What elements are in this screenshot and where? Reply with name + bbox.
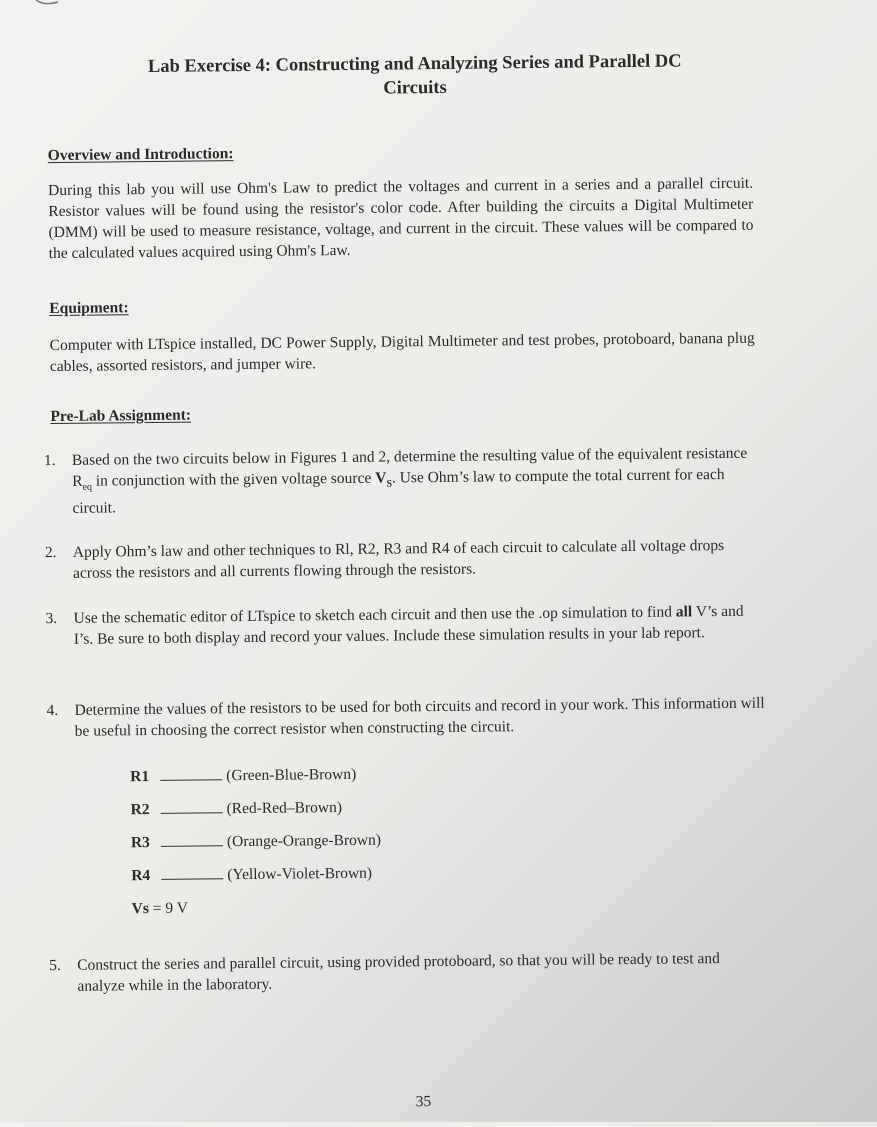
title-line-2: Circuits — [383, 77, 447, 99]
item-text — [73, 601, 765, 650]
resistor-color-code: (Orange-Orange-Brown) — [226, 831, 382, 851]
item-text: Determine the values of the resistors to be used for both circuits and record in your work. This information will be useful in choosing the correct resistor when constructing the circuit. — [74, 694, 765, 740]
vs-symbol: V — [375, 469, 387, 487]
prelab-item-3 — [45, 601, 765, 648]
vs-subscript: S — [386, 478, 393, 490]
item-text: Construct the series and parallel circuit, using provided protoboard, so that you will be ready to test and analyze while in the laboratory. — [77, 950, 720, 995]
resistor-row-r2 — [130, 797, 342, 820]
item-1-text-b: in conjunction with the given voltage source — [91, 469, 376, 490]
prelab-item-2 — [44, 535, 765, 582]
resistor-color-code: (Yellow-Violet-Brown) — [227, 864, 373, 884]
item-text: Apply Ohm’s law and other techniques to Rl, R2, R3 and R4 of each circuit to calculate all voltage drops across the resistors and all currents flowing through the resistors. — [72, 537, 725, 582]
item-3-bold-all: all — [675, 603, 693, 621]
item-number: 3. — [45, 609, 58, 628]
item-3-text-b: V’s and I’s. Be sure to both display and record your values. Include these simulation results in your lab report. — [73, 602, 744, 648]
item-1-text-a: Based on the two circuits below in Figures 1 and 2, determine the resulting value of the equivalent resistance R — [71, 444, 748, 490]
resistor-row-r3 — [131, 830, 381, 854]
resistor-color-code: (Green-Blue-Brown) — [226, 765, 357, 785]
source-voltage-value: = 9 V — [148, 899, 188, 918]
resistor-name: R4 — [131, 867, 151, 885]
prelab-item-5 — [49, 948, 769, 995]
overview-paragraph: During this lab you will use Ohm's Law to predict the voltages and current in a series and a parallel circuit. Resistor values will be found using the resistor's color code. After building the circuits a Digital Multimeter (DMM) will be used to measure resistance, voltage, and current in the circuit. These values will be compared to the calculated values acquired using Ohm's Law. — [48, 174, 754, 263]
source-voltage-label: Vs — [131, 900, 149, 918]
resistor-row-r1 — [130, 764, 356, 787]
answer-blank[interactable] — [161, 831, 223, 847]
item-number: 5. — [49, 956, 61, 975]
page-number: 35 — [415, 1093, 432, 1111]
item-1-text-c: . Use Ohm’s law to compute the total current for each circuit. — [72, 465, 725, 517]
item-3-text-a: Use the schematic editor of LTspice to sketch each circuit and then use the .op simulation to find — [73, 603, 676, 627]
equipment-heading: Equipment: — [49, 299, 129, 318]
resistor-name: R2 — [130, 801, 150, 819]
source-voltage — [132, 900, 188, 919]
answer-blank[interactable] — [160, 765, 222, 781]
page-title — [55, 48, 775, 104]
equipment-paragraph: Computer with LTspice installed, DC Power Supply, Digital Multimeter and test probes, protoboard, banana plug cables, assorted resistors, and jumper wire. — [49, 329, 755, 376]
title-line-1: Lab Exercise 4: Constructing and Analyzing Series and Parallel DC — [147, 51, 682, 78]
item-number: 2. — [44, 544, 57, 562]
resistor-name: R1 — [130, 768, 150, 786]
item-text — [72, 443, 765, 519]
item-number: 1. — [43, 452, 56, 470]
resistor-color-code: (Red-Red–Brown) — [226, 799, 343, 818]
resistor-name: R3 — [130, 834, 150, 852]
answer-blank[interactable] — [161, 864, 223, 880]
overview-heading: Overview and Introduction: — [47, 145, 234, 165]
item-number: 4. — [46, 701, 59, 720]
prelab-heading: Pre-Lab Assignment: — [50, 406, 192, 426]
answer-blank[interactable] — [160, 798, 222, 814]
resistor-row-r4 — [131, 863, 372, 887]
req-subscript: eq — [82, 481, 93, 493]
prelab-item-4 — [46, 693, 766, 740]
prelab-item-1 — [43, 443, 764, 517]
